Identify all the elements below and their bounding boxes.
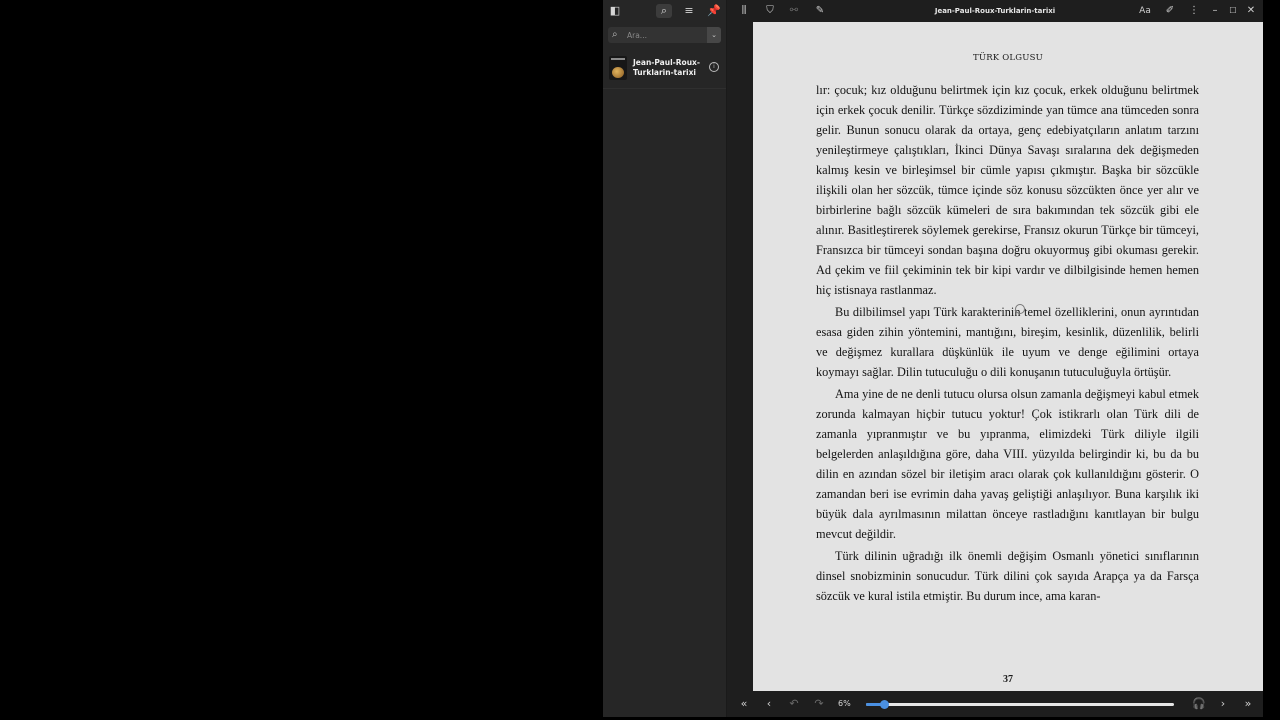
book-title: Jean-Paul-Roux-Turklarin-tarixi bbox=[633, 58, 700, 77]
book-cover-thumbnail bbox=[609, 56, 627, 80]
page-number: 37 bbox=[1003, 674, 1013, 685]
annotate-icon[interactable]: ✎ bbox=[815, 5, 825, 16]
book-info-icon[interactable]: i bbox=[709, 62, 719, 72]
search-input[interactable] bbox=[627, 28, 697, 42]
redo-icon[interactable]: ↷ bbox=[814, 697, 824, 710]
page-text bbox=[816, 80, 1199, 608]
header-toolbar bbox=[727, 0, 1263, 22]
minimize-icon[interactable]: – bbox=[1212, 5, 1218, 16]
progress-slider[interactable] bbox=[866, 703, 1174, 706]
maximize-icon[interactable]: ☐ bbox=[1229, 6, 1237, 15]
notebook-icon[interactable]: ✐ bbox=[1165, 5, 1175, 16]
font-settings-icon[interactable]: Aa bbox=[1139, 6, 1151, 16]
running-head: TÜRK OLGUSU bbox=[972, 53, 1044, 63]
search-icon: ⌕ bbox=[612, 29, 618, 40]
sidebar-toggle-icon[interactable]: ◧ bbox=[609, 4, 621, 17]
undo-icon[interactable]: ↶ bbox=[789, 697, 799, 710]
next-page-icon[interactable]: › bbox=[1220, 697, 1226, 710]
more-icon[interactable]: ⋮ bbox=[1189, 5, 1199, 16]
window-title: Jean-Paul-Roux-Turklarin-tarixi bbox=[934, 7, 1056, 15]
mouse-cursor-icon bbox=[1015, 304, 1025, 314]
book-page[interactable] bbox=[753, 22, 1263, 691]
bookmark-icon[interactable]: ⛉ bbox=[766, 5, 774, 16]
list-icon[interactable]: ≡ bbox=[684, 4, 694, 17]
book-list-item[interactable] bbox=[603, 54, 726, 89]
search-toggle-icon[interactable]: ⌕ bbox=[656, 4, 672, 18]
paragraph: lır: çocuk; kız olduğunu belirtmek için kız çocuk, erkek olduğunu belirtmek için erkek çocuk denilir. Türkçe sözdiziminde yan tümce ana tümceden sonra gelir. Bunun sonucu olarak da ortaya, genç edebiyatçıların anlatım tarzını yenileştirmeye çalıştıkları, İkinci Dünya Savaşı sıralarına dek değişmeden kalmış kesin ve birleşimsel bir cümle yapısı çıkmıştır. Başka bir sözcükle ilişkili olan her sözcük, tümce içinde söz konusu sözcükten önce yer alır ve birbirlerine bağlı sözcük kümeleri de sıra bakımından tek sözcük gibi ele alınır. Basitleştirerek söylemek gerekirse, Fransız okurun Türkçe bir tümceyi, Fransızca bir tümceyi sondan başına doğru okuyormuş gibi okuması gerekir. Ad çekim ve fiil çekiminin tek bir kipi vardır ve dilbilgisinde hemen hemen hiç istisnaya rastlanmaz. bbox=[816, 83, 1199, 297]
pin-icon[interactable]: 📌 bbox=[707, 4, 721, 17]
paragraph: Bu dilbilimsel yapı Türk karakterinin temel özelliklerini, onun ayrıntıdan esasa giden zihin yöntemini, mantığını, bireşim, kesinlik, düzenlilik, belirli ve değişmez kurallara düşkünlük ile uyum ve denge eğilimini ortaya koymayı sağlar. Dilin tutuculuğu o dili konuşanın tutuculuğuyla örtüşür. bbox=[816, 305, 1199, 379]
footer-toolbar bbox=[727, 691, 1263, 717]
tts-icon[interactable]: ⚯ bbox=[789, 5, 799, 16]
close-icon[interactable]: ✕ bbox=[1246, 5, 1256, 16]
search-options-chevron-down-icon[interactable]: ⌄ bbox=[707, 27, 721, 43]
last-page-icon[interactable]: » bbox=[1244, 697, 1252, 710]
headphones-icon[interactable]: 🎧 bbox=[1192, 697, 1206, 710]
search-box bbox=[608, 27, 721, 43]
paragraph: Ama yine de ne denli tutucu olursa olsun zamanla değişmeyi kabul etmek zorunda kalmayan hiçbir tutucu yoktur! Çok istikrarlı olan Türk dili de zamanla yıpranmıştır ve bu yıpranma, elimizdeki Türk diliyle ilgili belgelerden anlaşıldığına göre, daha VIII. yüzyılda belirgindir ki, bu da bu dilin en azından sözel bir iletişim aracı olarak çok kullanıldığını gösterir. O zamandan beri ise evrimin daha yavaş geliştiği anlaşılıyor. Buna karşılık iki büyük dala ayrılmasının milattan önceye rastladığını kanıtlayan bir bulgu mevcut değildir. bbox=[816, 387, 1199, 541]
progress-percentage: 6% bbox=[838, 699, 851, 708]
ebook-reader-window bbox=[603, 0, 1263, 717]
sidebar bbox=[603, 0, 727, 717]
progress-slider-handle[interactable] bbox=[880, 700, 889, 709]
library-icon[interactable]: ⫼ bbox=[741, 5, 747, 16]
previous-page-icon[interactable]: ‹ bbox=[766, 697, 772, 710]
first-page-icon[interactable]: « bbox=[740, 697, 748, 710]
paragraph: Türk dilinin uğradığı ilk önemli değişim Osmanlı yönetici sınıflarının dinsel snobizminin sonucudur. Türk dilini çok sayıda Arapça ya da Farsça sözcük ve kural istila etmiştir. Bu durum ince, ama karan- bbox=[816, 549, 1199, 603]
